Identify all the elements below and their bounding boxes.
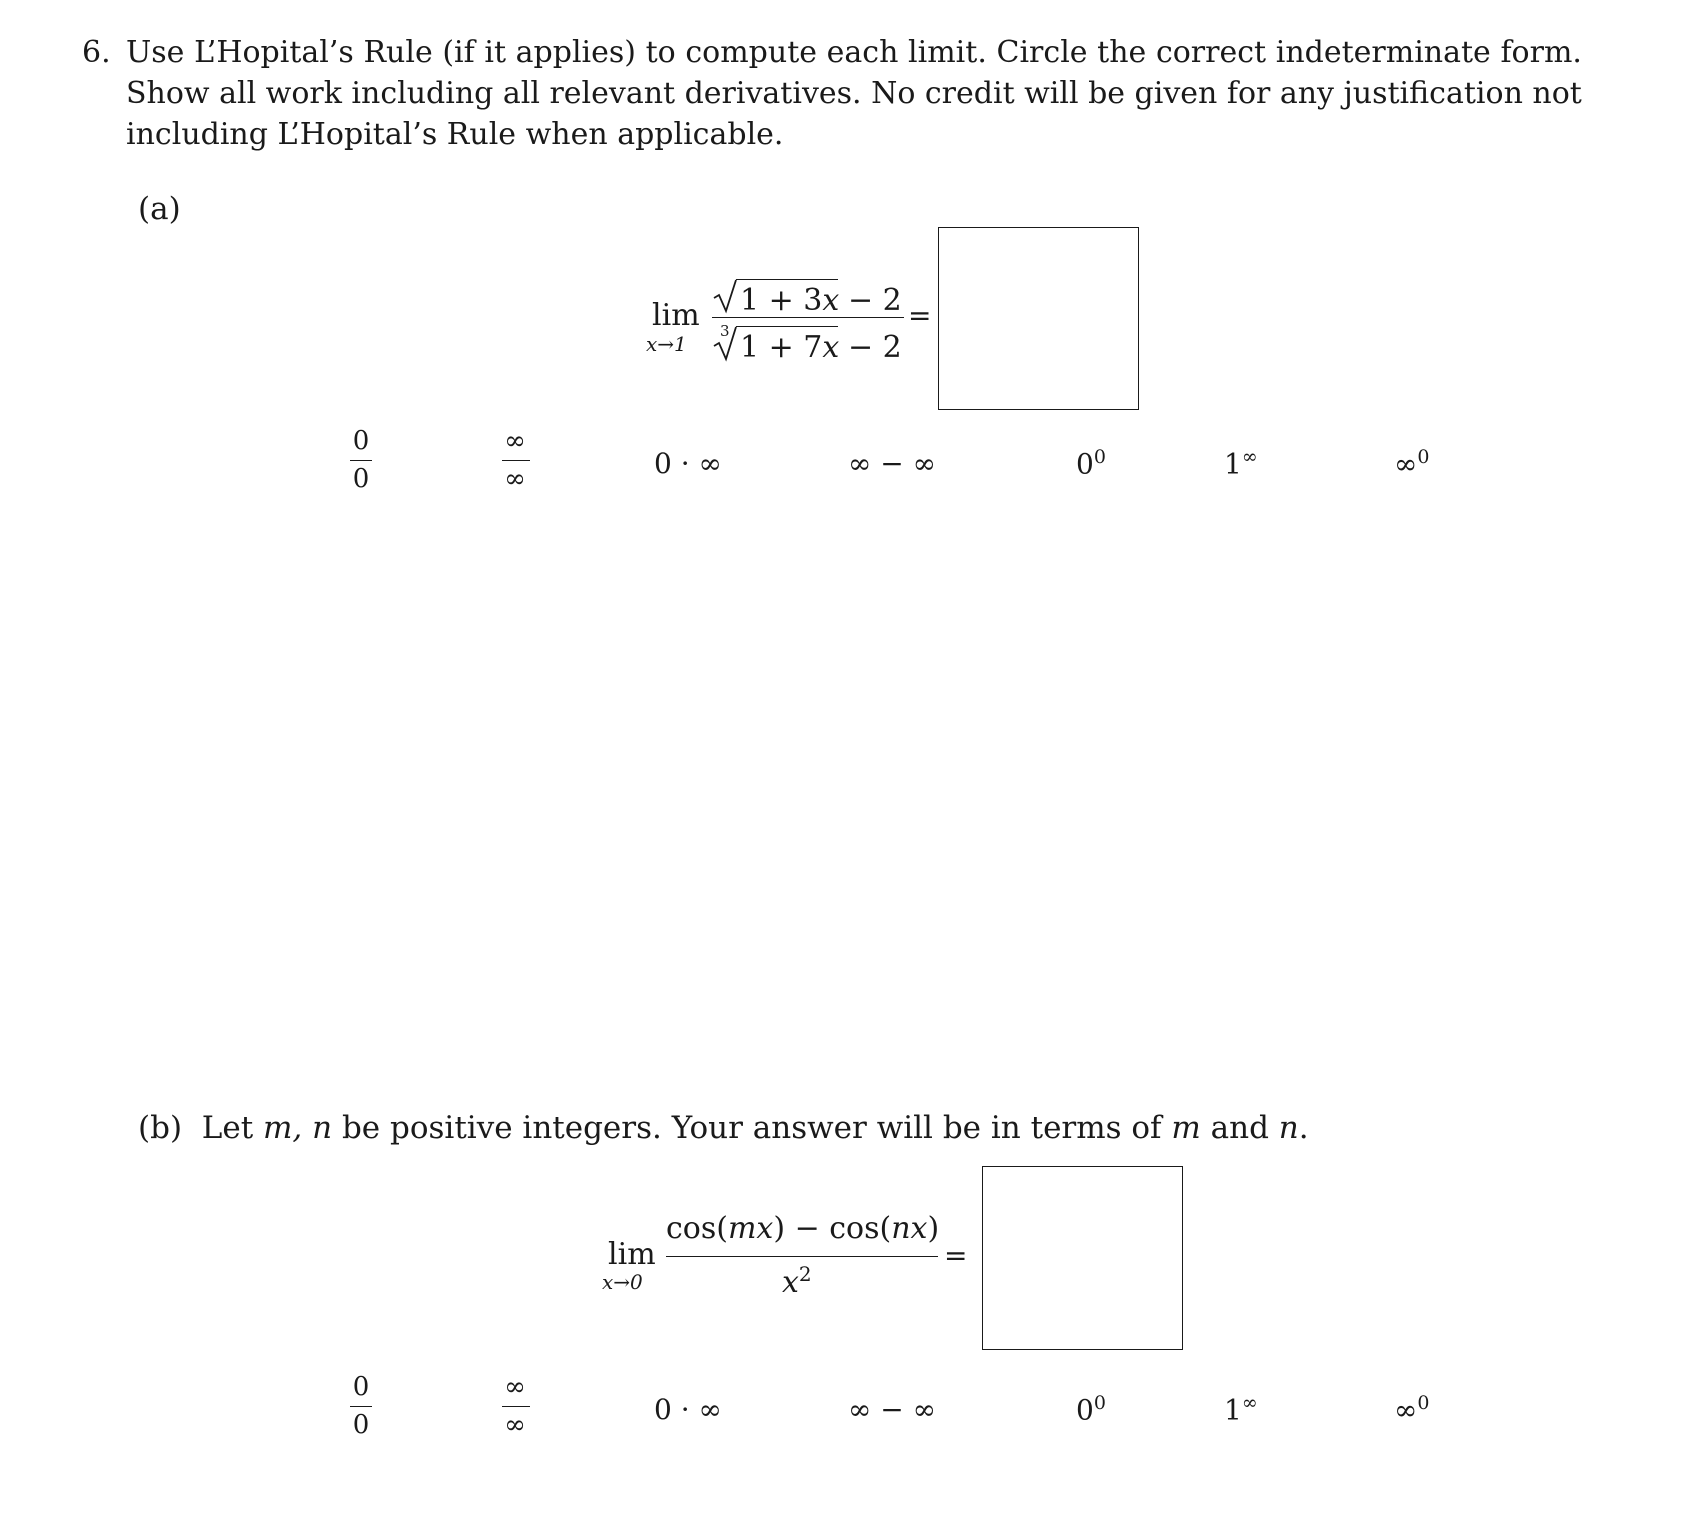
form-inf-minus-inf[interactable]: ∞ − ∞ xyxy=(848,1393,936,1426)
denominator-constant: − 2 xyxy=(848,330,902,365)
part-b-answer-box[interactable] xyxy=(982,1166,1183,1350)
instruction-word: it xyxy=(484,35,507,70)
instruction-word: limit. xyxy=(908,35,987,70)
form-inf-minus-inf[interactable]: ∞ − ∞ xyxy=(848,447,936,480)
square-root-sign xyxy=(712,278,740,314)
form-zero-pow-zero[interactable]: $0^0$ xyxy=(1076,1392,1106,1427)
instruction-word: to xyxy=(645,35,676,70)
instruction-word: Use xyxy=(126,35,185,70)
numerator-constant: − 2 xyxy=(848,283,902,318)
instruction-word: any xyxy=(1279,76,1334,111)
instruction-word: Circle xyxy=(996,35,1088,70)
form-zero-times-inf[interactable]: 0 · ∞ xyxy=(654,447,722,480)
part-b-intro: (b) Let m, n be positive integers. Your answer will be in terms of m and n. xyxy=(138,1110,1309,1146)
instruction-word: form. xyxy=(1500,35,1582,70)
instruction-word: Show xyxy=(126,76,210,111)
instruction-word: for xyxy=(1226,76,1271,111)
form-one-pow-inf[interactable]: 1∞ xyxy=(1224,446,1258,481)
instruction-word: each xyxy=(826,35,899,70)
instruction-word: compute xyxy=(685,35,818,70)
part-b-limit-expression xyxy=(602,1211,968,1312)
form-inf-pow-zero[interactable]: ∞$^0$ xyxy=(1394,446,1430,481)
fraction-denominator: $x^2$ xyxy=(782,1262,812,1300)
instruction-word: derivatives. xyxy=(684,76,862,111)
lim-operator: lim xyxy=(652,298,700,333)
lim-subscript: x→0 xyxy=(602,1270,643,1294)
fraction-numerator: cos(mx) − cos(nx) xyxy=(666,1211,940,1246)
form-zero-over-zero[interactable]: 0 0 xyxy=(346,428,376,498)
instruction-word: the xyxy=(1097,35,1147,70)
part-a-answer-box[interactable] xyxy=(938,227,1139,410)
cube-root-index: 3 xyxy=(720,322,730,340)
lim-subscript: x→1 xyxy=(646,332,687,356)
instruction-word: No xyxy=(871,76,916,111)
problem-number: 6. xyxy=(82,35,111,70)
instruction-word: justification xyxy=(1343,76,1523,111)
instruction-word: (if xyxy=(442,35,475,70)
instruction-word: applies) xyxy=(515,35,636,70)
instruction-word: all xyxy=(502,76,540,111)
part-b-label: (b) xyxy=(138,1110,183,1146)
instruction-line-3: including L’Hopital’s Rule when applicable. xyxy=(126,117,784,152)
instruction-word: work xyxy=(265,76,342,111)
instruction-line-1 xyxy=(126,35,1582,70)
equals-sign: = xyxy=(944,1239,968,1272)
fraction-denominator xyxy=(712,322,902,365)
instruction-word: relevant xyxy=(549,76,676,111)
part-a-label: (a) xyxy=(138,191,181,227)
form-inf-pow-zero[interactable]: ∞$^0$ xyxy=(1394,1392,1430,1427)
instruction-word: given xyxy=(1134,76,1218,111)
form-inf-over-inf[interactable]: ∞ ∞ xyxy=(498,1374,532,1444)
form-zero-pow-zero[interactable]: $0^0$ xyxy=(1076,446,1106,481)
cube-root-sign xyxy=(712,322,740,362)
instruction-word: not xyxy=(1532,76,1582,111)
form-inf-over-inf[interactable]: ∞ ∞ xyxy=(498,428,532,498)
instruction-word: L’Hopital’s xyxy=(194,35,354,70)
form-one-pow-inf[interactable]: 1∞ xyxy=(1224,1392,1258,1427)
lim-operator: lim xyxy=(608,1237,656,1272)
part-a-limit-expression xyxy=(646,272,932,368)
equals-sign: = xyxy=(908,299,932,332)
instruction-word: correct xyxy=(1155,35,1267,70)
instruction-word: including xyxy=(351,76,494,111)
numerator-radicand: 1 + 3x xyxy=(740,283,840,318)
instruction-word: Rule xyxy=(363,35,433,70)
instruction-word: will xyxy=(1024,76,1079,111)
fraction-numerator xyxy=(712,278,902,318)
denominator-radicand: 1 + 7x xyxy=(740,330,840,365)
instruction-line-2 xyxy=(126,76,1582,111)
instruction-word: be xyxy=(1088,76,1126,111)
form-zero-times-inf[interactable]: 0 · ∞ xyxy=(654,1393,722,1426)
instruction-word: indeterminate xyxy=(1275,35,1491,70)
fraction-bar xyxy=(666,1256,938,1257)
instruction-word: credit xyxy=(924,76,1015,111)
form-zero-over-zero[interactable]: 0 0 xyxy=(346,1374,376,1444)
instruction-word: all xyxy=(219,76,257,111)
fraction-bar xyxy=(712,317,904,318)
